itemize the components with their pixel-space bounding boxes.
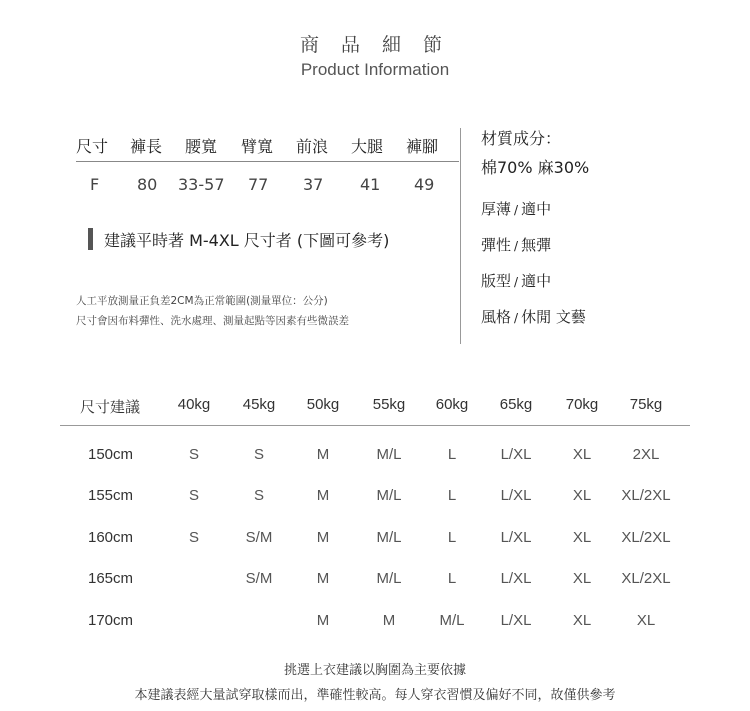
size-cell-r3-c4: L	[447, 570, 457, 587]
size-table-divider	[60, 425, 690, 426]
weight-header-3: 55kg	[372, 396, 406, 413]
size-cell-r3-c1: S/M	[245, 570, 273, 587]
size-cell-r4-c4: M/L	[439, 612, 465, 629]
size-cell-r2-c6: XL	[572, 529, 592, 546]
attr-value: 適中	[521, 272, 552, 290]
size-cell-r1-c5: L/XL	[500, 487, 532, 504]
material-value: 棉70% 麻30%	[481, 158, 590, 177]
size-cell-r1-c0: S	[188, 487, 200, 504]
size-cell-r4-c2: M	[316, 612, 330, 629]
size-cell-r0-c1: S	[253, 446, 265, 463]
size-cell-r0-c5: L/XL	[500, 446, 532, 463]
note-line-2: 尺寸會因布料彈性、洗水處理、測量起點等因素有些微誤差	[76, 315, 349, 327]
height-label-4: 170cm	[88, 612, 134, 629]
attr-sep: /	[514, 239, 519, 253]
size-cell-r2-c3: M/L	[376, 529, 402, 546]
size-cell-r0-c0: S	[188, 446, 200, 463]
weight-header-5: 65kg	[499, 396, 533, 413]
attr-label: 彈性	[481, 236, 512, 254]
attr-label: 厚薄	[481, 200, 512, 218]
measure-val-thigh: 41	[360, 175, 381, 194]
size-cell-r1-c7: XL/2XL	[621, 487, 671, 504]
title-chinese: 商 品 細 節	[299, 34, 451, 56]
weight-header-4: 60kg	[435, 396, 469, 413]
suggest-text: 建議平時著 M-4XL 尺寸者 (下圖可參考)	[104, 231, 390, 250]
measure-col-arm: 臂寬	[241, 137, 274, 156]
size-cell-r1-c1: S	[253, 487, 265, 504]
size-cell-r3-c2: M	[316, 570, 330, 587]
attr-value: 無彈	[521, 236, 552, 254]
attr-label: 風格	[481, 308, 512, 326]
footer-line-1: 挑選上衣建議以胸圍為主要依據	[283, 663, 466, 678]
size-cell-r2-c5: L/XL	[500, 529, 532, 546]
size-cell-r2-c0: S	[188, 529, 200, 546]
size-cell-r1-c6: XL	[572, 487, 592, 504]
size-cell-r1-c2: M	[316, 487, 330, 504]
measure-value-row	[0, 175, 460, 197]
size-cell-r0-c7: 2XL	[632, 446, 660, 463]
size-cell-r0-c6: XL	[572, 446, 592, 463]
measure-val-waist: 33-57	[178, 175, 225, 194]
measure-val-hem: 49	[414, 175, 435, 194]
size-cell-r3-c5: L/XL	[500, 570, 532, 587]
measure-val-rise: 37	[303, 175, 324, 194]
attr-value: 適中	[521, 200, 552, 218]
size-cell-r4-c7: XL	[636, 612, 656, 629]
size-cell-r1-c4: L	[447, 487, 457, 504]
size-cell-r3-c6: XL	[572, 570, 592, 587]
weight-header-1: 45kg	[242, 396, 276, 413]
size-cell-r0-c3: M/L	[376, 446, 402, 463]
material-title: 材質成分：	[481, 129, 562, 148]
weight-header-0: 40kg	[177, 396, 211, 413]
attr-value: 休閒 文藝	[521, 308, 586, 326]
size-cell-r4-c3: M	[382, 612, 396, 629]
height-label-0: 150cm	[88, 446, 134, 463]
height-label-1: 155cm	[88, 487, 134, 504]
measure-val-length: 80	[137, 175, 158, 194]
size-cell-r4-c5: L/XL	[500, 612, 532, 629]
measure-col-length: 褲長	[130, 137, 163, 156]
measure-val-arm: 77	[248, 175, 269, 194]
attr-sep: /	[514, 275, 519, 289]
measure-col-size: 尺寸	[76, 137, 109, 156]
attr-label: 版型	[481, 272, 512, 290]
measure-col-thigh: 大腿	[351, 137, 384, 156]
size-cell-r2-c2: M	[316, 529, 330, 546]
attr-sep: /	[514, 203, 519, 217]
measure-col-hem: 褲腳	[406, 137, 439, 156]
measure-val-size: F	[90, 175, 100, 194]
suggest-marker	[88, 228, 93, 250]
size-cell-r2-c1: S/M	[245, 529, 273, 546]
attr-style	[481, 306, 586, 327]
section-divider	[460, 128, 461, 344]
measure-col-rise: 前浪	[296, 137, 329, 156]
attr-elasticity	[481, 234, 551, 255]
note-line-1: 人工平放測量正負差2CM為正常範圍(測量單位：公分)	[76, 295, 328, 307]
size-table-header-label: 尺寸建議	[80, 399, 141, 416]
size-cell-r0-c2: M	[316, 446, 330, 463]
size-cell-r0-c4: L	[447, 446, 457, 463]
size-cell-r2-c4: L	[447, 529, 457, 546]
measure-col-waist: 腰寬	[185, 137, 218, 156]
height-label-2: 160cm	[88, 529, 134, 546]
attr-sep: /	[514, 311, 519, 325]
attr-thickness	[481, 198, 551, 219]
size-cell-r1-c3: M/L	[376, 487, 402, 504]
size-cell-r2-c7: XL/2XL	[621, 529, 671, 546]
footer-line-2: 本建議表經大量試穿取樣而出，準確性較高。每人穿衣習慣及偏好不同，故僅供參考	[134, 688, 616, 703]
weight-header-2: 50kg	[306, 396, 340, 413]
size-cell-r3-c3: M/L	[376, 570, 402, 587]
size-cell-r4-c6: XL	[572, 612, 592, 629]
attr-fit	[481, 270, 551, 291]
weight-header-6: 70kg	[565, 396, 599, 413]
measure-header-row	[0, 134, 460, 156]
measure-divider	[76, 161, 459, 162]
weight-header-7: 75kg	[629, 396, 663, 413]
title-english: Product Information	[300, 60, 450, 79]
height-label-3: 165cm	[88, 570, 134, 587]
size-cell-r3-c7: XL/2XL	[621, 570, 671, 587]
